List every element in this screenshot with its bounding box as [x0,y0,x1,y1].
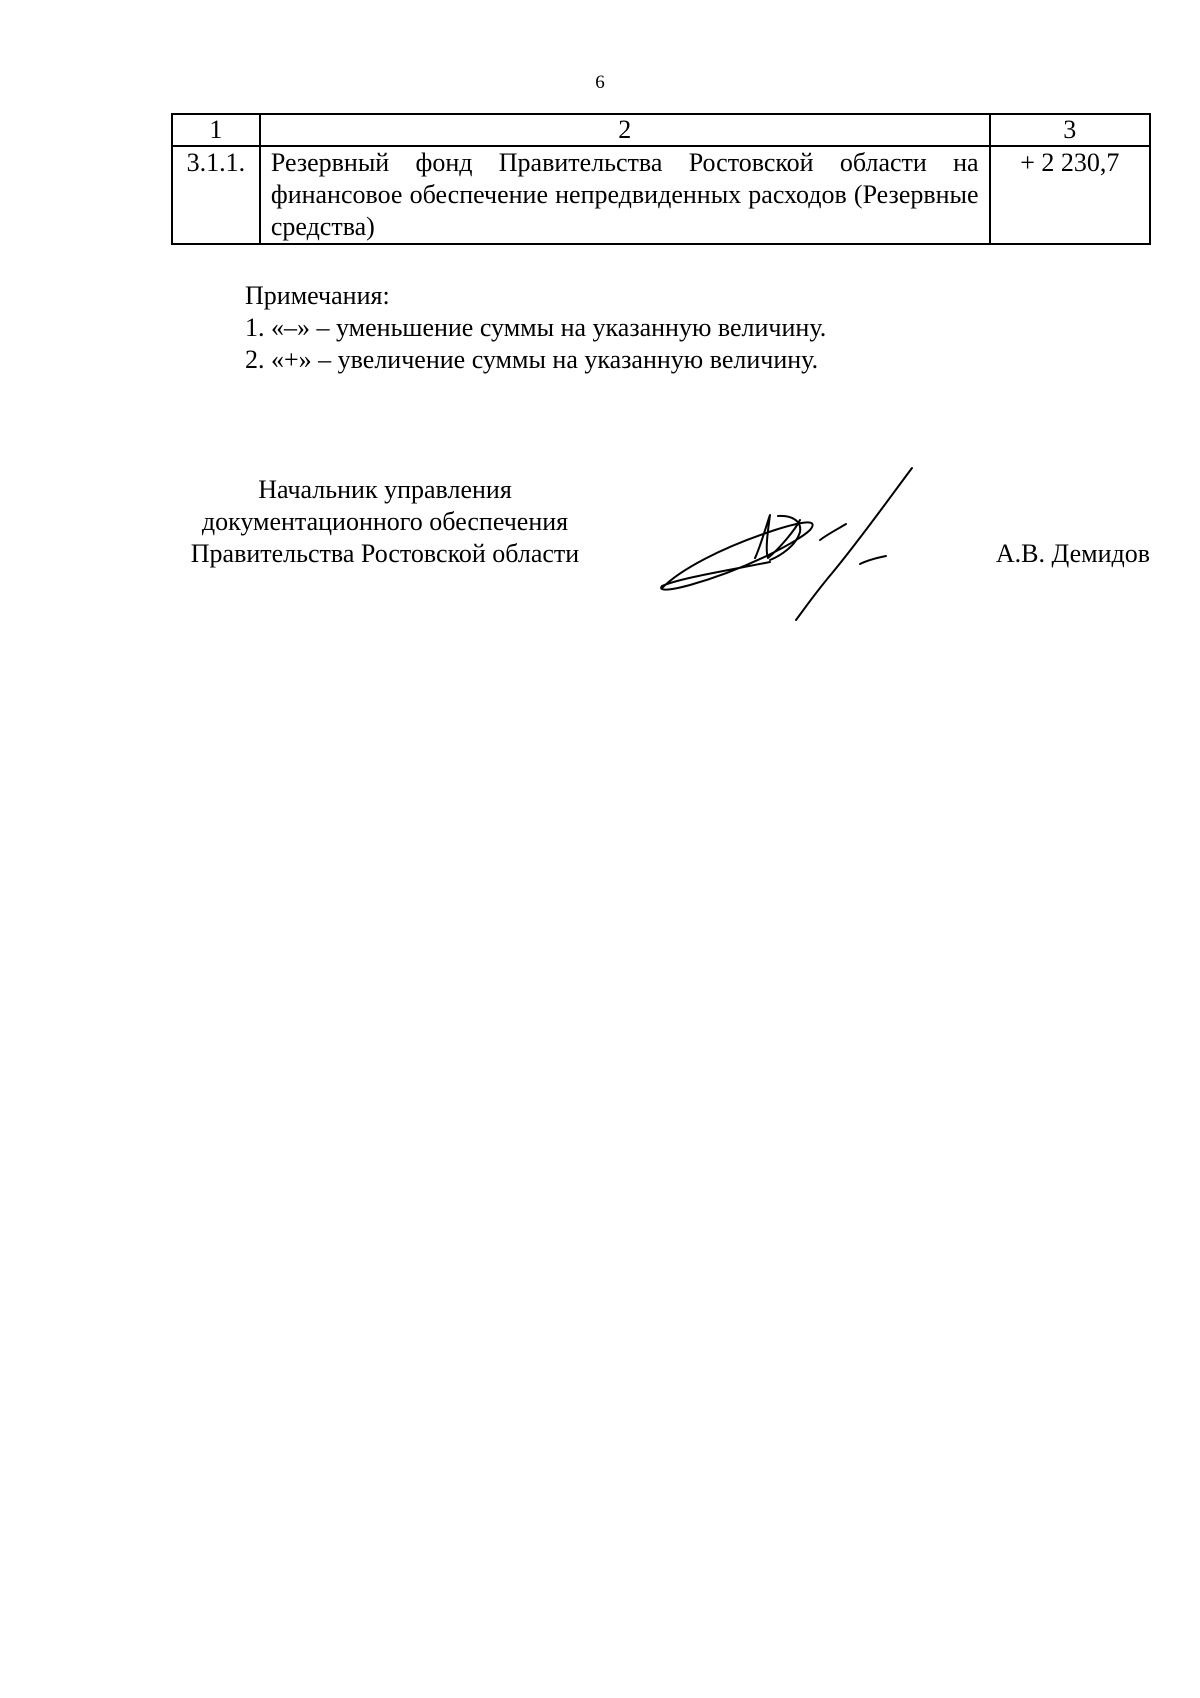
row-code: 3.1.1. [172,146,260,244]
position-line-1: Начальник управления [258,475,512,504]
signatory-name: А.В. Демидов [995,539,1150,568]
row-amount: + 2 230,7 [990,146,1150,244]
table-row [172,146,1150,244]
position-line-2: документационного обеспечения [201,507,569,536]
page-number: 6 [595,72,605,93]
signatory-position [150,474,620,570]
notes-title: Примечания: [245,281,390,310]
note-item-1: 1. «–» – уменьшение суммы на указанную величину. [245,313,827,342]
budget-table [171,113,1151,245]
column-header-2: 2 [260,114,990,146]
position-line-3: Правительства Ростовской области [190,539,580,568]
table-header-row [172,114,1150,146]
row-description: Резервный фонд Правительства Ростовской области на финансовое обеспечение непредвиденных расходов (Резервные средства) [260,146,990,244]
handwritten-signature [650,460,930,630]
notes-section [245,280,826,376]
column-header-1: 1 [172,114,260,146]
note-item-2: 2. «+» – увеличение суммы на указанную величину. [245,345,819,374]
column-header-3: 3 [990,114,1150,146]
